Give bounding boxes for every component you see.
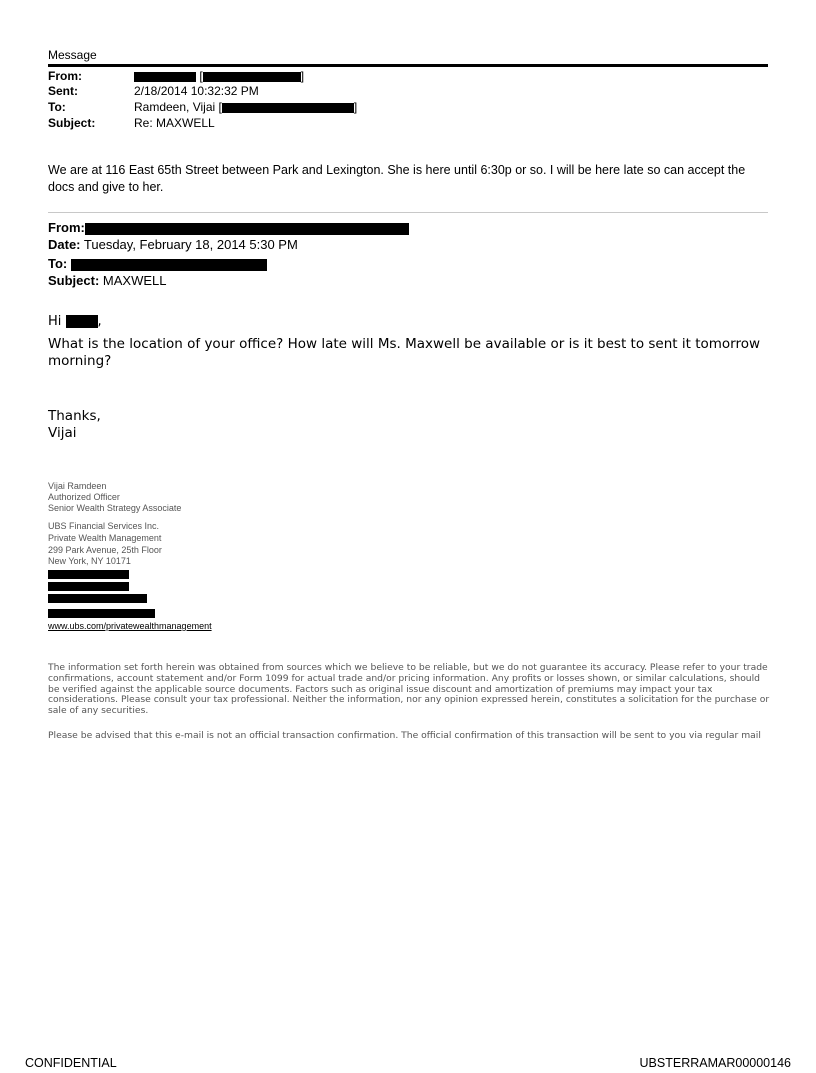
bates-number: UBSTERRAMAR00000146 xyxy=(639,1056,791,1070)
original-to-row xyxy=(48,255,267,272)
from-value xyxy=(134,69,304,84)
bracket-close: ] xyxy=(300,69,305,83)
original-body: What is the location of your office? How late will Ms. Maxwell be available or is it best to sent it tomorrow morning? xyxy=(48,336,761,369)
signature-title-2: Senior Wealth Strategy Associate xyxy=(48,503,182,513)
greeting-prefix: Hi xyxy=(48,314,62,329)
original-to-key: To: xyxy=(48,256,68,271)
to-value xyxy=(134,100,357,115)
signature-address-2: New York, NY 10171 xyxy=(48,556,131,566)
original-subject-row xyxy=(48,272,167,289)
subject-value: Re: MAXWELL xyxy=(134,116,215,130)
signature-address-1: 299 Park Avenue, 25th Floor xyxy=(48,545,162,555)
bracket-open: [ xyxy=(199,69,203,83)
header-subject-row xyxy=(48,116,215,131)
greeting xyxy=(48,314,102,329)
sender-name: Vijai xyxy=(48,425,77,441)
redaction-box xyxy=(203,72,301,82)
header-rule xyxy=(48,64,768,67)
signature-company: UBS Financial Services Inc. xyxy=(48,521,160,531)
bracket-close: ] xyxy=(353,100,358,114)
header-from-row xyxy=(48,69,304,84)
original-from-key: From: xyxy=(48,220,85,235)
original-subject-value: MAXWELL xyxy=(102,273,167,288)
from-key: From: xyxy=(48,69,82,83)
thanks-line: Thanks, xyxy=(48,408,101,424)
subject-key: Subject: xyxy=(48,116,96,130)
to-key: To: xyxy=(48,100,66,114)
redaction-box xyxy=(48,594,147,603)
sign-off xyxy=(48,408,101,442)
redaction-box xyxy=(71,259,267,271)
signature-division: Private Wealth Management xyxy=(48,533,162,543)
header-sent-row xyxy=(48,84,259,99)
disclaimer-text: The information set forth herein was obtained from sources which we believe to be reliable, but we do not guarantee its accuracy. Please refer to your trade confirmations, account statement and/or Form 1099 for actual trade and/or pricing information. Any profits or losses shown, or similar calculations, should be verified against the applicable source documents. Factors such as original issue discount and amortization of premiums may impact your tax considerations. Please consult your tax professional. Neither the information, nor any opinion expressed herein, constitutes a solicitation for the purchase or sale of any securities. xyxy=(48,662,770,717)
redaction-box xyxy=(85,223,409,235)
original-date-key: Date: xyxy=(48,237,81,252)
greeting-suffix: , xyxy=(97,314,102,329)
header-to-row xyxy=(48,100,357,115)
redaction-box xyxy=(48,582,129,591)
original-date-row xyxy=(48,236,298,253)
redaction-box xyxy=(48,609,155,618)
redaction-box xyxy=(66,315,98,328)
quote-separator xyxy=(48,212,768,213)
redaction-box xyxy=(48,570,129,579)
sent-key: Sent: xyxy=(48,84,78,98)
disclaimer-notice: Please be advised that this e-mail is not an official transaction confirmation. The official confirmation of this transaction will be sent to you via regular mail xyxy=(48,730,761,741)
signature-title: Authorized Officer xyxy=(48,492,120,502)
to-name: Ramdeen, Vijai [ xyxy=(134,100,222,114)
redaction-box xyxy=(222,103,354,113)
message-label: Message xyxy=(48,48,97,62)
reply-body: We are at 116 East 65th Street between Park and Lexington. She is here until 6:30p or so. I will be here late so can accept the docs and give to her. xyxy=(48,163,746,194)
original-subject-key: Subject: xyxy=(48,273,100,288)
confidential-label: CONFIDENTIAL xyxy=(25,1056,117,1070)
original-date-value: Tuesday, February 18, 2014 5:30 PM xyxy=(83,237,298,252)
sent-value: 2/18/2014 10:32:32 PM xyxy=(134,84,259,98)
redaction-box xyxy=(134,72,196,82)
original-from-row xyxy=(48,219,409,236)
signature-name: Vijai Ramdeen xyxy=(48,481,107,491)
ubs-website-link[interactable]: www.ubs.com/privatewealthmanagement xyxy=(48,621,212,631)
